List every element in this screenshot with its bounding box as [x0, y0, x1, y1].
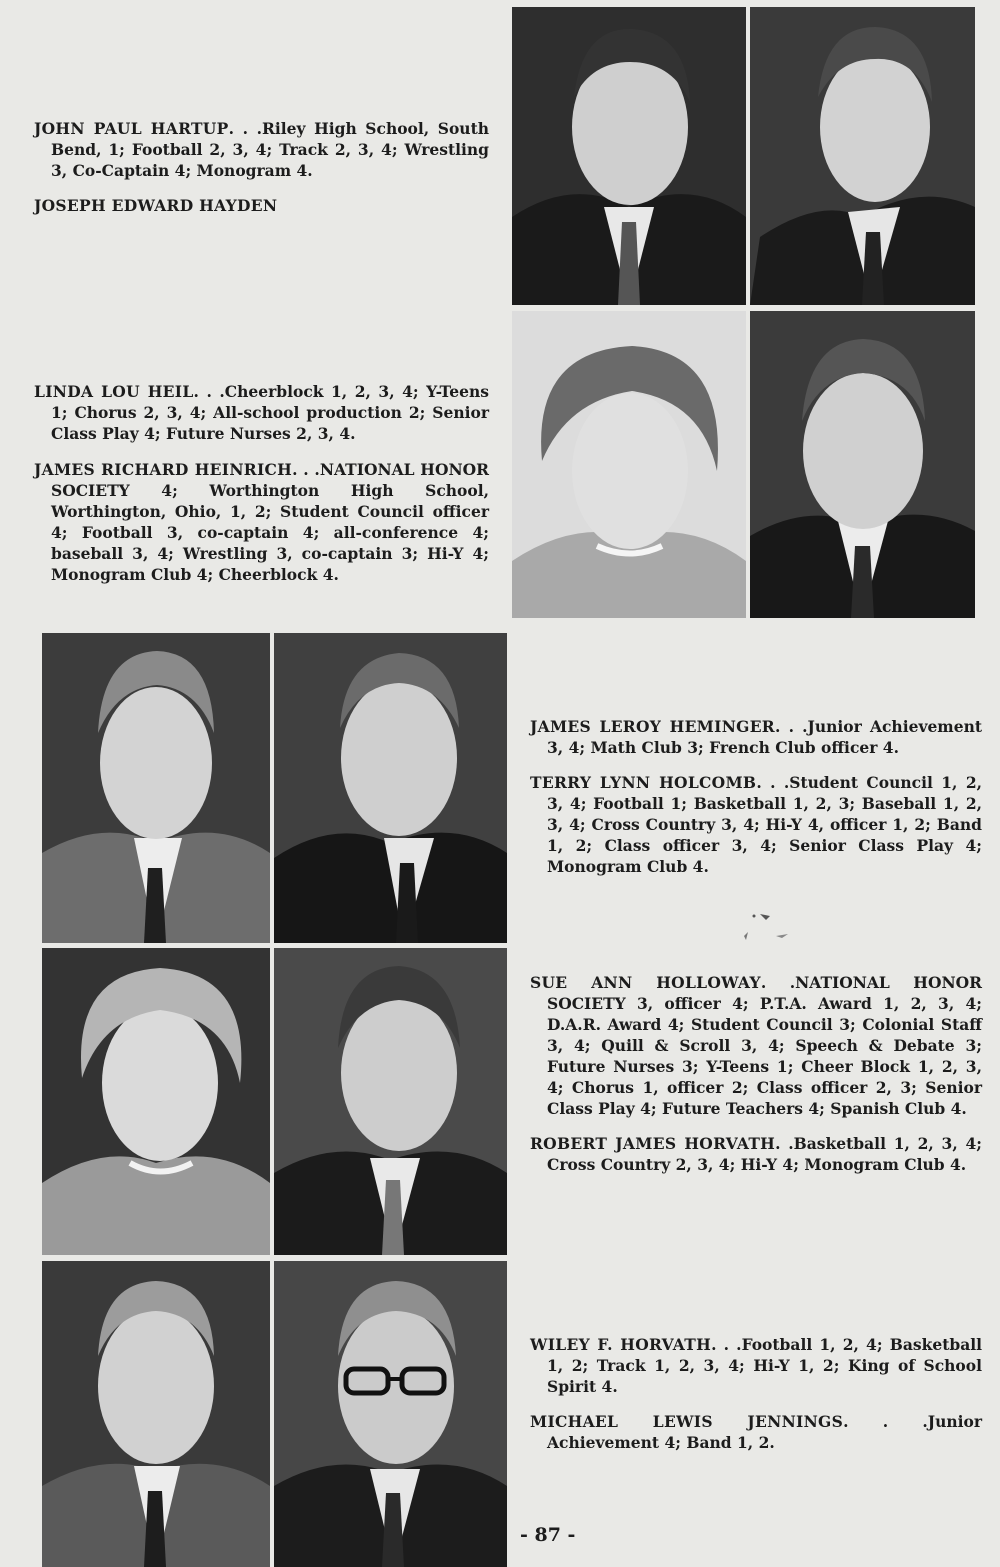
portrait-photo-wiley-horvath	[42, 1261, 270, 1567]
student-name: TERRY LYNN HOLCOMB	[530, 773, 757, 792]
portrait-photo-holcomb	[274, 633, 507, 943]
portrait-photo-heminger	[42, 633, 270, 943]
student-name: SUE ANN HOLLOWAY	[530, 973, 761, 992]
bio-entry	[530, 1334, 982, 1397]
student-details: . . .Junior Achievement 3, 4; Math Club 3; French Club officer 4.	[547, 717, 983, 757]
portrait-photo-hartup	[512, 7, 746, 305]
bio-entry	[34, 118, 489, 181]
bio-entry	[530, 1411, 982, 1453]
student-name: MICHAEL LEWIS JENNINGS	[530, 1412, 844, 1431]
text-block-top-1	[34, 118, 489, 230]
student-details: . . .NATIONAL HONOR SOCIETY 4; Worthington High School, Worthington, Ohio, 1, 2; Student Council officer 4; Football 3, co-captain 4; all-conference 4; baseball 3, 4; Wrestling 3, co-captain 3; Hi-Y 4; Monogram Club 4; Cheerblock 4.	[51, 460, 489, 584]
student-name: JOHN PAUL HARTUP	[34, 119, 229, 138]
bio-entry	[34, 195, 489, 216]
student-name: WILEY F. HORVATH	[530, 1335, 712, 1354]
bio-entry	[530, 972, 982, 1119]
student-details: . . .Junior Achievement 4; Band 1, 2.	[547, 1412, 983, 1452]
bio-entry	[34, 459, 489, 585]
student-details: . .NATIONAL HONOR SOCIETY 3, officer 4; P.T.A. Award 1, 2, 3, 4; D.A.R. Award 4; Student Council 3; Colonial Staff 3, 4; Quill & Scroll 3, 4; Speech & Debate 3; Future Nurses 3; Y-Teens 1; Cheer Block 1, 2, 3, 4; Chorus 1, officer 2; Class officer 2, 3; Senior Class Play 4; Future Teachers 4; Spanish Club 4.	[547, 973, 982, 1118]
text-block-bottom	[530, 1334, 982, 1467]
student-name: JOSEPH EDWARD HAYDEN	[34, 196, 278, 215]
portrait-photo-hayden	[750, 7, 975, 305]
bio-entry	[530, 1133, 982, 1175]
bio-entry	[530, 716, 982, 758]
student-name: JAMES LEROY HEMINGER	[530, 717, 775, 736]
print-smudge	[736, 908, 796, 948]
bio-entry	[34, 381, 489, 444]
portrait-photo-robert-horvath	[274, 948, 507, 1255]
student-details: . . .Student Council 1, 2, 3, 4; Football 1; Basketball 1, 2, 3; Baseball 1, 2, 3, 4; Cross Country 3, 4; Hi-Y 4, officer 1, 2; Band 1, 2; Class officer 3, 4; Senior Class Play 4; Monogram Club 4.	[547, 773, 982, 876]
portrait-photo-heinrich	[750, 311, 975, 618]
portrait-photo-jennings	[274, 1261, 507, 1567]
student-name: ROBERT JAMES HORVATH	[530, 1134, 776, 1153]
text-block-mid-1	[530, 716, 982, 891]
student-details: . . .Cheerblock 1, 2, 3, 4; Y-Teens 1; Chorus 2, 3, 4; All-school production 2; Senior Class Play 4; Future Nurses 2, 3, 4.	[51, 382, 489, 443]
bio-entry	[530, 772, 982, 877]
portrait-photo-heil	[512, 311, 746, 618]
portrait-photo-holloway	[42, 948, 270, 1255]
student-name: LINDA LOU HEIL	[34, 382, 194, 401]
student-details: . . .Football 1, 2, 4; Basketball 1, 2; Track 1, 2, 3, 4; Hi-Y 1, 2; King of School Spirit 4.	[547, 1335, 983, 1396]
student-details: . . .Riley High School, South Bend, 1; Football 2, 3, 4; Track 2, 3, 4; Wrestling 3, Co-Captain 4; Monogram 4.	[51, 119, 489, 180]
student-details: . .Basketball 1, 2, 3, 4; Cross Country 2, 3, 4; Hi-Y 4; Monogram Club 4.	[547, 1134, 982, 1174]
page-number: - 87 -	[520, 1524, 576, 1546]
text-block-mid-2	[530, 972, 982, 1189]
student-name: JAMES RICHARD HEINRICH	[34, 460, 293, 479]
text-block-top-2	[34, 381, 489, 599]
